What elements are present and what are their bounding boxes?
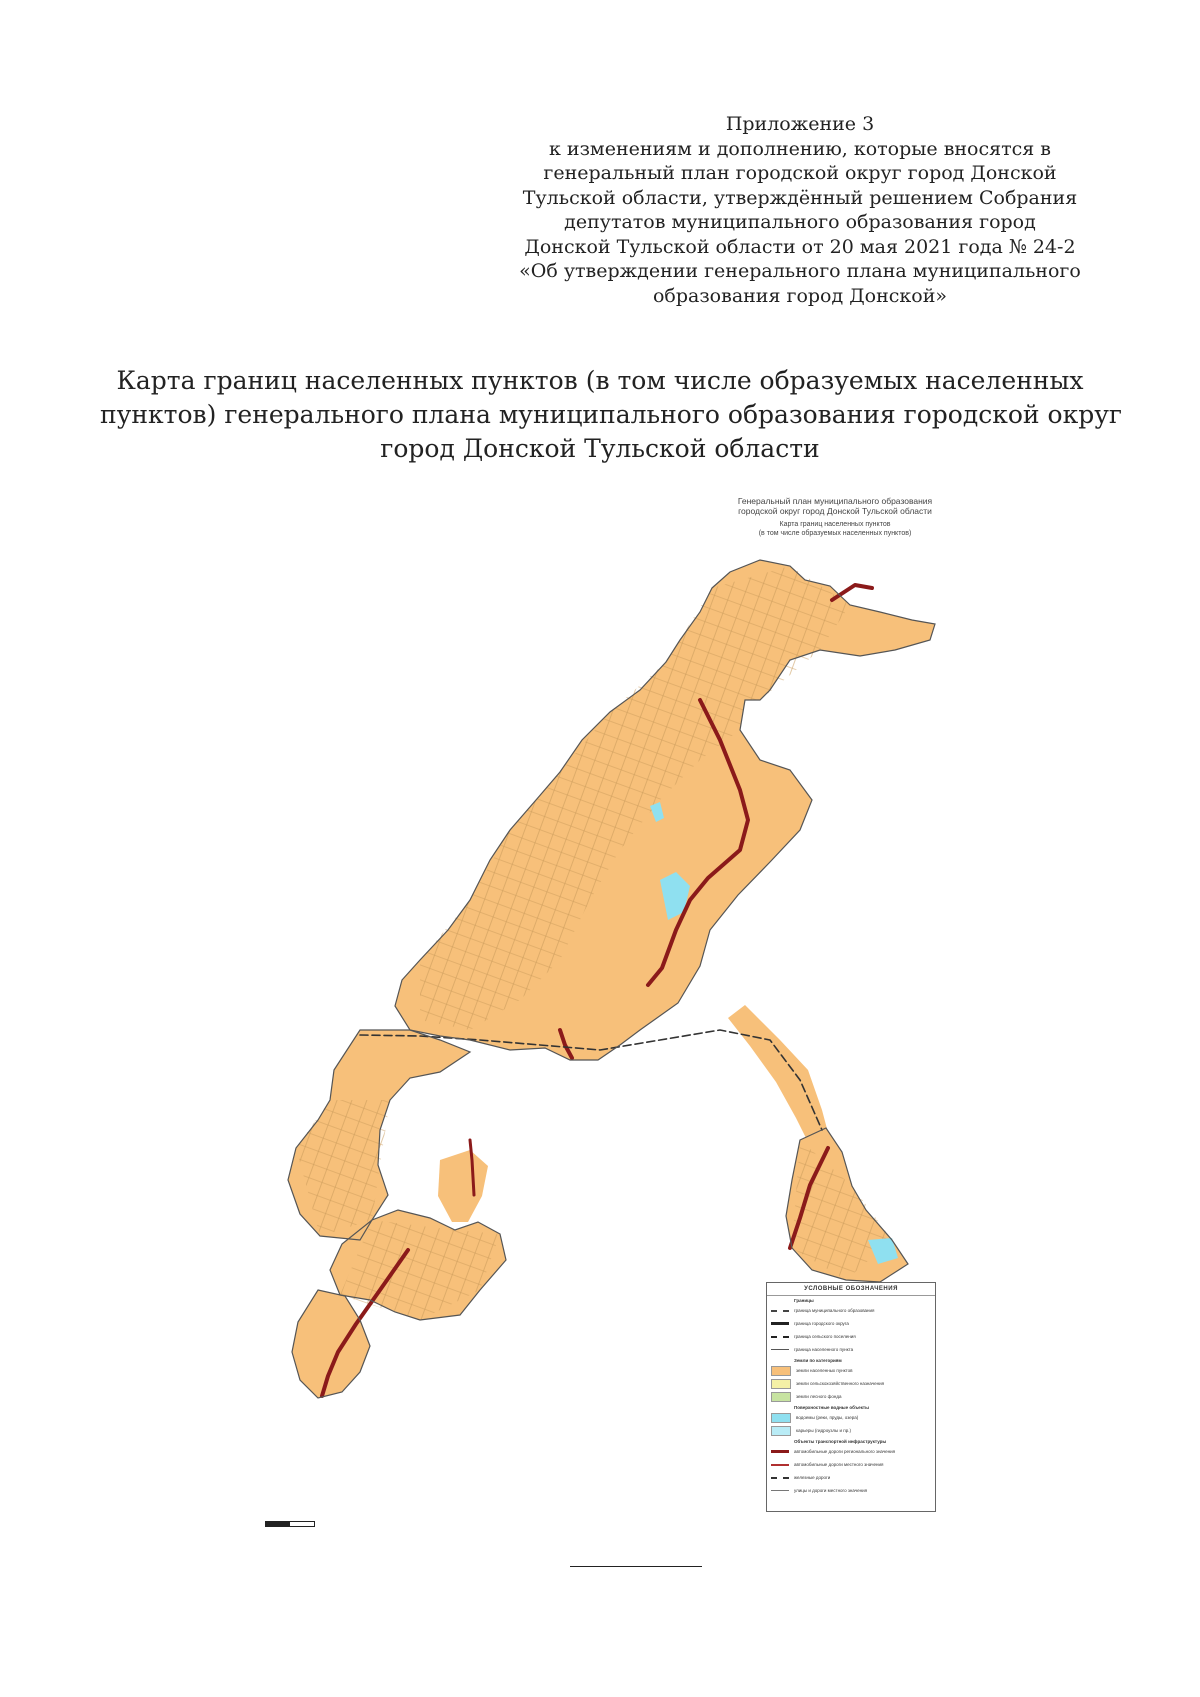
legend-item (767, 1304, 935, 1317)
border-line-icon (771, 1310, 789, 1312)
legend-label: земли сельскохозяйственного назначения (796, 1381, 885, 1386)
south-west-settlement-2 (292, 1290, 370, 1398)
map-header-line: (в том числе образуемых населенных пунктов) (758, 530, 912, 537)
legend-item (767, 1458, 935, 1471)
legend-section: Границы (794, 1298, 814, 1303)
road-line-icon (771, 1464, 789, 1466)
title-line: город Донской Тульской области (380, 434, 820, 463)
legend-label: улицы и дороги местного значения (794, 1488, 868, 1493)
legend-label: железные дороги (794, 1475, 831, 1480)
legend-section: Земли по категориям (794, 1358, 842, 1363)
legend-label: граница муниципального образования (794, 1308, 875, 1313)
legend-label: земли лесного фонда (796, 1394, 842, 1399)
scale-bar (265, 1521, 315, 1527)
legend-title: УСЛОВНЫЕ ОБОЗНАЧЕНИЯ (767, 1283, 935, 1296)
legend-label: карьеры (гидроузлы и пр.) (796, 1428, 851, 1433)
map-header-line: Генеральный план муниципального образования (737, 496, 933, 506)
legend-item (767, 1445, 935, 1458)
legend-label: земли населенных пунктов (796, 1368, 853, 1373)
fill-swatch-icon (771, 1392, 791, 1402)
fill-swatch-icon (771, 1366, 791, 1376)
legend-item (767, 1377, 935, 1390)
south-settlement-3 (438, 1150, 488, 1222)
title-line: Карта границ населенных пунктов (в том числе образуемых населенных (116, 366, 1084, 395)
water-swatch-icon (771, 1426, 791, 1436)
legend-item (767, 1471, 935, 1484)
legend-label: граница населенного пункта (794, 1347, 854, 1352)
water-swatch-icon (771, 1413, 791, 1423)
legend-item (767, 1330, 935, 1343)
appendix-line: образования город Донской» (652, 284, 948, 307)
map-legend (766, 1282, 936, 1512)
map-header-line: Карта границ населенных пунктов (779, 521, 891, 528)
regional-road (832, 585, 872, 600)
legend-item (767, 1364, 935, 1377)
title-line: пунктов) генерального плана муниципального образования городской округ (100, 400, 1123, 429)
footer-divider (570, 1566, 702, 1567)
border-line-icon (771, 1336, 789, 1338)
street-line-icon (771, 1490, 789, 1491)
railway-line-icon (771, 1477, 789, 1479)
fill-swatch-icon (771, 1379, 791, 1389)
appendix-line: депутатов муниципального образования город (564, 211, 1036, 233)
legend-section: Поверхностные водные объекты (794, 1405, 869, 1410)
legend-section: Объекты транспортной инфраструктуры (794, 1439, 887, 1444)
legend-item (767, 1411, 935, 1424)
legend-item (767, 1317, 935, 1330)
legend-label: автомобильные дороги регионального значения (794, 1449, 896, 1454)
road-line-icon (771, 1450, 789, 1453)
legend-item (767, 1390, 935, 1403)
border-line-icon (771, 1349, 789, 1350)
appendix-line: Приложение 3 (725, 113, 875, 135)
appendix-line: Тульской области, утверждённый решением Собрания (522, 186, 1078, 209)
legend-item (767, 1424, 935, 1437)
appendix-line: «Об утверждении генерального плана муниципального (519, 260, 1081, 282)
legend-label: автомобильные дороги местного значения (794, 1462, 884, 1467)
map-header-line: городской округ город Донской Тульской области (738, 506, 932, 516)
appendix-line: к изменениям и дополнению, которые вносятся в (548, 137, 1051, 160)
appendix-line: генеральный план городской округ город Донской (543, 162, 1057, 184)
border-line-icon (771, 1322, 789, 1325)
legend-label: граница городского округа (794, 1321, 849, 1326)
legend-label: водоемы (реки, пруды, озера) (796, 1415, 859, 1420)
legend-item (767, 1343, 935, 1356)
south-east-corridor (728, 1005, 830, 1150)
legend-label: граница сельского поселения (794, 1334, 856, 1339)
legend-item (767, 1484, 935, 1497)
appendix-line: Донской Тульской области от 20 мая 2021 года № 24-2 (524, 235, 1076, 258)
map-header (720, 496, 950, 538)
